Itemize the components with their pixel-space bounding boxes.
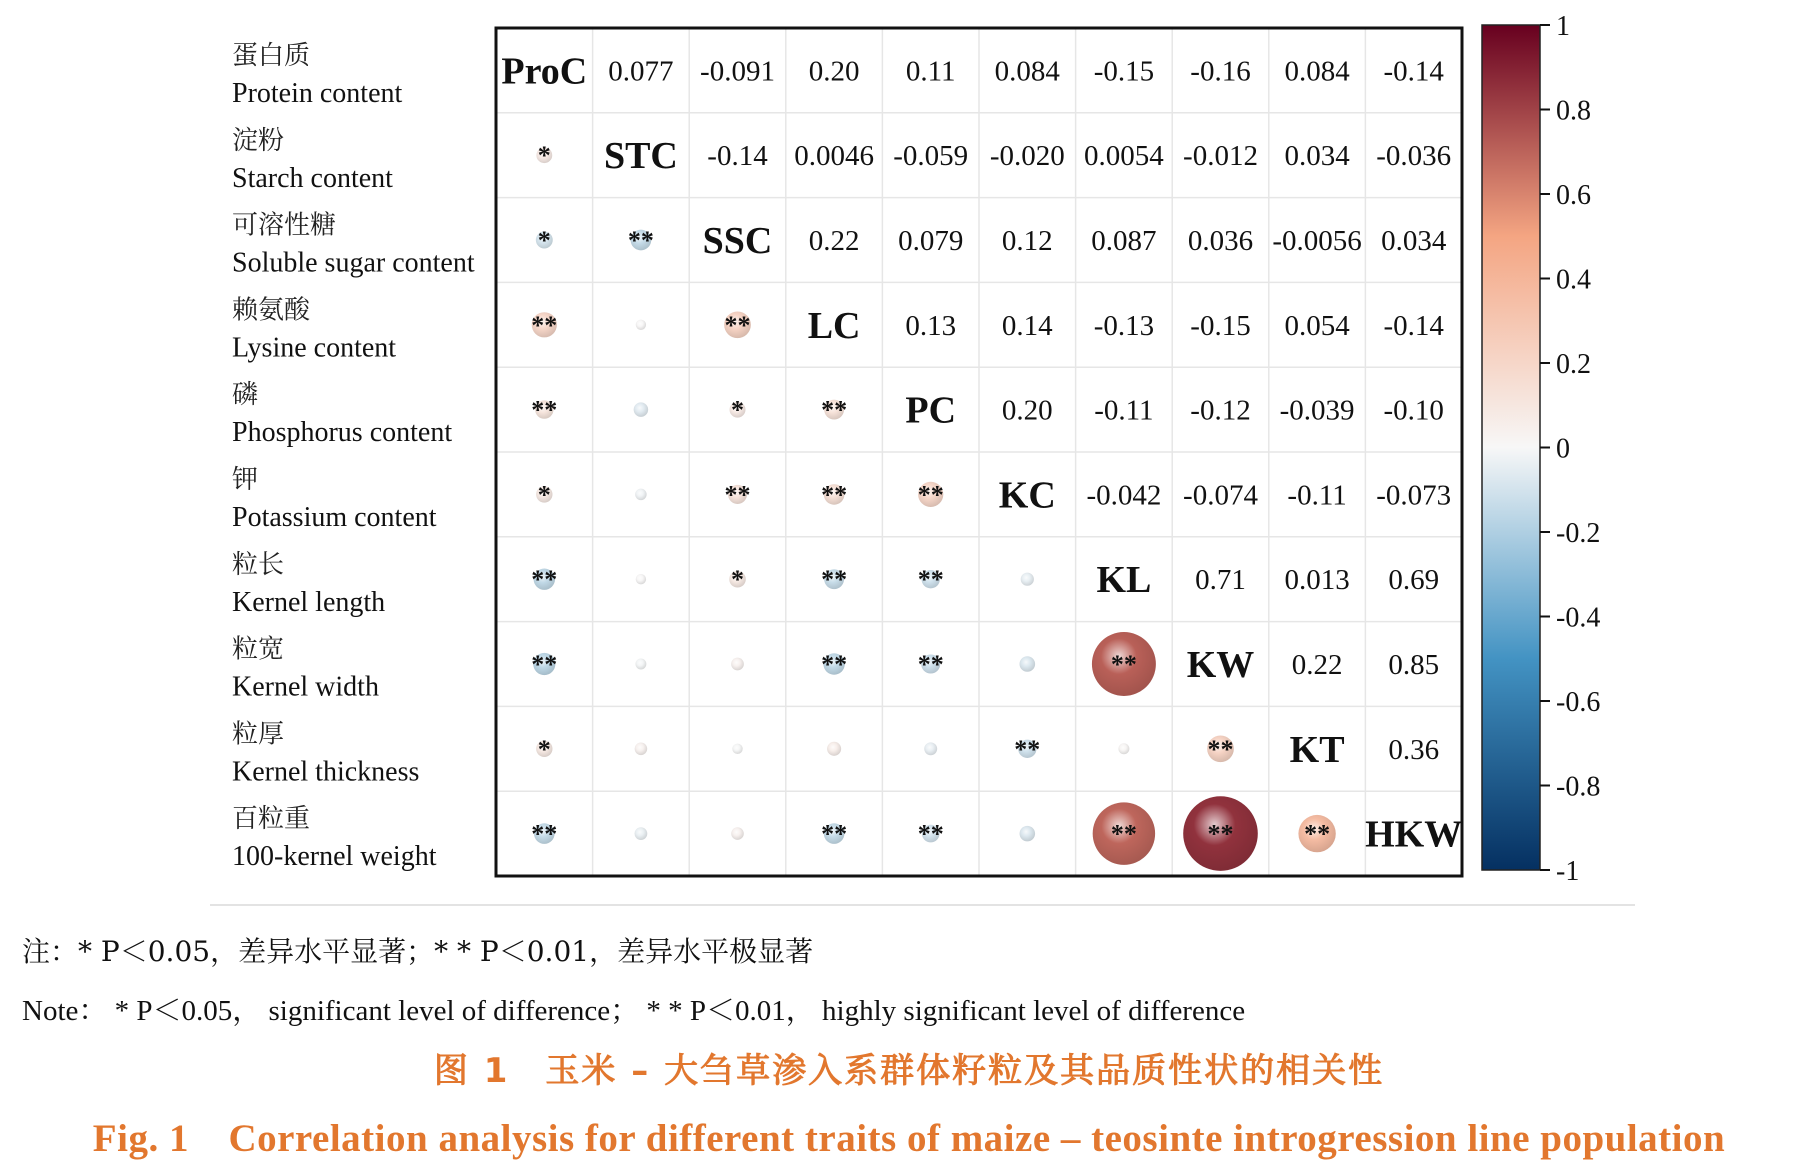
correlation-circle	[636, 574, 646, 584]
correlation-value: 0.20	[1001, 394, 1053, 427]
correlation-value: -0.11	[1094, 394, 1154, 427]
correlation-circle	[636, 320, 646, 330]
significance-mark: **	[821, 395, 848, 425]
correlation-value: -0.10	[1383, 394, 1444, 427]
significance-mark: **	[531, 395, 558, 425]
significance-mark: **	[821, 565, 848, 595]
row-label-cn: 粒厚	[232, 719, 285, 750]
correlation-circle	[634, 402, 648, 416]
row-label-cn: 百粒重	[232, 804, 311, 835]
row-label-en: Soluble sugar content	[232, 247, 475, 279]
row-labels	[232, 41, 475, 872]
trait-label: KC	[998, 474, 1056, 517]
significance-mark: *	[537, 141, 551, 171]
correlation-value: 0.0054	[1084, 140, 1164, 173]
colorbar-tick-label: 0.6	[1556, 180, 1591, 211]
significance-mark: **	[1304, 819, 1331, 849]
colorbar-tick-label: -0.6	[1556, 687, 1601, 718]
significance-mark: *	[537, 480, 551, 510]
correlation-value: 0.0046	[794, 140, 874, 173]
correlation-value: 0.054	[1284, 309, 1350, 342]
correlation-value: -0.012	[1183, 140, 1258, 173]
significance-mark: **	[917, 565, 944, 595]
correlation-circle	[924, 742, 937, 755]
correlation-circle	[635, 659, 646, 670]
correlation-value: 0.13	[905, 309, 957, 342]
significance-mark: *	[537, 226, 551, 255]
colorbar-tick-label: -1	[1556, 856, 1580, 887]
row-label-cn: 蛋白质	[232, 41, 311, 71]
colorbar-tick-label: 0.4	[1556, 264, 1591, 296]
note-english: Note： * P＜0.05， significant level of difference； * * P＜0.01， highly significant level of difference	[22, 995, 1246, 1027]
row-label-cn: 赖氨酸	[232, 295, 311, 326]
correlation-circle	[827, 742, 841, 756]
row-label-cn: 淀粉	[232, 125, 285, 156]
correlation-value: 0.034	[1284, 140, 1350, 173]
significance-mark: **	[531, 650, 558, 679]
correlation-circle	[1020, 826, 1036, 842]
correlation-circle	[635, 489, 647, 501]
correlation-value: 0.36	[1388, 733, 1440, 766]
correlation-value: 0.034	[1381, 225, 1447, 257]
colorbar-tick-label: 0	[1556, 433, 1570, 465]
correlation-circle	[1021, 573, 1034, 586]
row-label-cn: 粒长	[232, 549, 285, 580]
significance-mark: **	[821, 650, 848, 679]
row-label-en: Kernel thickness	[232, 756, 420, 788]
trait-label: HKW	[1365, 813, 1463, 856]
correlation-value: 0.22	[1291, 649, 1343, 681]
correlation-value: 0.084	[1284, 55, 1350, 88]
correlation-value: -0.036	[1376, 140, 1452, 173]
trait-label: KT	[1289, 728, 1345, 771]
correlation-circle	[731, 658, 744, 671]
correlation-value: 0.077	[608, 55, 674, 88]
correlation-value: 0.084	[994, 55, 1060, 88]
correlation-value: -0.14	[1383, 309, 1444, 342]
significance-mark: **	[821, 480, 848, 510]
trait-label: SSC	[702, 220, 773, 262]
correlation-value: -0.11	[1287, 479, 1347, 512]
significance-mark: **	[531, 310, 558, 340]
correlation-value: 0.85	[1388, 649, 1440, 681]
correlation-circle	[1118, 743, 1129, 754]
correlation-value: -0.091	[700, 55, 775, 88]
row-label-en: Potassium content	[232, 502, 437, 533]
significance-mark: **	[1207, 734, 1234, 764]
colorbar-tick-label: -0.2	[1556, 518, 1601, 549]
trait-label: KW	[1186, 644, 1255, 686]
correlation-value: 0.036	[1187, 225, 1254, 257]
colorbar-tick-label: 0.2	[1556, 349, 1591, 380]
correlation-value: -0.039	[1279, 394, 1355, 427]
trait-label: KL	[1096, 559, 1152, 602]
row-label-cn: 可溶性糖	[232, 210, 337, 241]
row-label-en: Phosphorus content	[232, 417, 453, 449]
significance-mark: **	[1207, 819, 1234, 849]
significance-mark: **	[917, 650, 944, 679]
significance-mark: **	[1110, 650, 1137, 679]
significance-mark: **	[821, 819, 848, 849]
correlation-value: -0.059	[893, 140, 969, 173]
colorbar-tick-label: 1	[1556, 11, 1570, 42]
trait-label: ProC	[501, 50, 588, 93]
correlation-value: 0.013	[1284, 564, 1350, 597]
correlation-matrix	[496, 28, 1462, 876]
correlation-circle	[635, 743, 648, 756]
significance-mark: **	[1110, 819, 1137, 849]
correlation-value: -0.074	[1183, 479, 1258, 512]
row-label-en: Kernel length	[232, 586, 386, 618]
figure-caption-chinese: 图 1 玉米 – 大刍草渗入系群体籽粒及其品质性状的相关性	[433, 1051, 1385, 1091]
row-label-en: Protein content	[232, 78, 403, 109]
correlation-circle	[1019, 656, 1035, 672]
colorbar	[1482, 11, 1600, 887]
correlation-value: -0.15	[1190, 309, 1251, 342]
correlation-value: 0.20	[808, 55, 860, 88]
correlation-value: 0.079	[898, 225, 964, 257]
correlation-value: -0.13	[1093, 309, 1155, 342]
correlation-value: -0.14	[707, 140, 768, 173]
correlation-value: -0.16	[1190, 55, 1251, 88]
significance-mark: **	[1014, 734, 1041, 764]
correlation-value: 0.71	[1195, 564, 1246, 597]
correlation-value: 0.12	[1001, 225, 1053, 257]
significance-mark: **	[627, 226, 654, 255]
correlation-value: -0.020	[989, 140, 1065, 173]
row-label-en: Starch content	[232, 162, 393, 194]
significance-mark: *	[731, 395, 744, 425]
significance-mark: **	[531, 565, 558, 595]
correlation-value: 0.087	[1091, 225, 1157, 257]
correlation-value: 0.11	[905, 55, 956, 88]
colorbar-tick-label: -0.4	[1556, 602, 1601, 634]
significance-mark: **	[917, 819, 944, 849]
correlation-value: -0.073	[1376, 479, 1452, 512]
correlation-value: -0.14	[1383, 55, 1444, 88]
significance-mark: **	[917, 480, 944, 510]
correlation-circle	[635, 827, 648, 840]
row-label-cn: 磷	[232, 380, 259, 411]
significance-mark: **	[724, 480, 751, 510]
row-label-cn: 钾	[232, 465, 259, 495]
colorbar-tick-label: 0.8	[1556, 95, 1591, 127]
colorbar-gradient	[1482, 25, 1540, 870]
trait-label: LC	[807, 304, 861, 347]
row-label-en: 100-kernel weight	[232, 841, 437, 873]
significance-mark: *	[537, 734, 551, 764]
correlation-value: 0.14	[1001, 309, 1053, 342]
correlation-value: -0.15	[1093, 55, 1155, 88]
row-label-cn: 粒宽	[232, 634, 285, 665]
correlation-value: -0.042	[1086, 479, 1162, 512]
significance-mark: **	[531, 819, 558, 849]
correlation-value: -0.12	[1190, 394, 1251, 427]
correlation-circle	[731, 827, 744, 840]
trait-label: STC	[603, 135, 678, 178]
note-chinese: 注：* P＜0.05，差异水平显著；* * P＜0.01，差异水平极显著	[22, 935, 814, 968]
trait-label: PC	[905, 389, 957, 432]
figure-caption-english: Fig. 1 Correlation analysis for different traits of maize – teosinte introgression line population	[92, 1117, 1726, 1160]
correlation-circle	[732, 744, 742, 754]
colorbar-tick-label: -0.8	[1556, 771, 1601, 803]
row-label-en: Kernel width	[232, 671, 379, 703]
correlation-value: 0.22	[808, 225, 860, 257]
significance-mark: *	[731, 565, 744, 595]
row-label-en: Lysine content	[232, 332, 397, 364]
correlation-value: -0.0056	[1272, 225, 1362, 257]
significance-mark: **	[724, 310, 751, 340]
correlation-value: 0.69	[1388, 564, 1440, 597]
